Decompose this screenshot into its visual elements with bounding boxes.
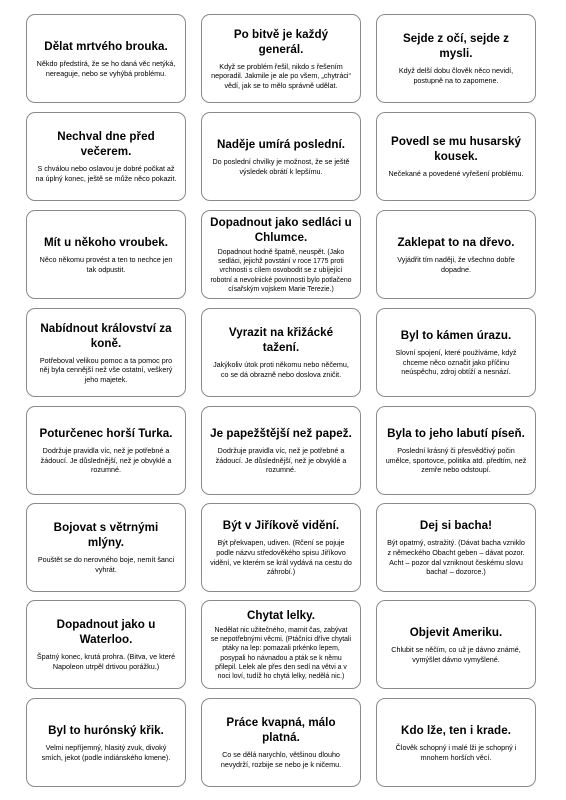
- card-title: Dopadnout jako u Waterloo.: [56, 618, 156, 647]
- card-description: Vyjádřit tím naději, že všechno dobře dopadne.: [397, 254, 515, 274]
- card-description: Co se dělá narychlo, většinou dlouho nevydrží, rozbije se nebo je k ničemu.: [220, 750, 342, 769]
- proverb-card: [201, 210, 361, 299]
- proverb-card: [201, 308, 361, 397]
- proverb-card: [376, 210, 536, 299]
- card-title: Nechval dne před večerem.: [57, 130, 155, 159]
- proverb-card: [26, 600, 186, 689]
- proverb-card: [26, 308, 186, 397]
- card-title: Chytat lelky.: [246, 609, 316, 623]
- card-title: Poturčenec horší Turka.: [39, 427, 173, 441]
- proverb-card: [26, 112, 186, 201]
- card-title: Byl to kámen úrazu.: [400, 329, 512, 343]
- card-description: Nedělat nic užitečného, marnit čas, zabývat se nepotřebnými věcmi. (Ptáčníci dříve chytali ptáky na lep: pomazali prkénko lepem, posypali ho návnadou a pták se k němu přilepil. Lelek ale přes den sedí na větvi a v noci loví, tudíž ho chytá lelky, nedělá nic.): [210, 627, 352, 680]
- card-title: Zaklepat to na dřevo.: [397, 235, 515, 249]
- proverb-card: [201, 406, 361, 495]
- card-title: Byla to jeho labutí píseň.: [387, 427, 525, 441]
- card-title: Je papežštější než papež.: [210, 427, 352, 441]
- card-description: Pouštět se do nerovného boje, nemít šanci vyhrát.: [37, 555, 175, 574]
- card-description: Být překvapen, udiven. (Rčení se pojuje podle názvu středověkého spisu Jiříkovo vidění, ve kterém se král vydává na cestu do záhrobí.): [210, 538, 352, 577]
- card-title: Práce kvapná, málo platná.: [226, 716, 336, 745]
- card-title: Bojovat s větrnými mlýny.: [53, 521, 159, 550]
- proverb-card: [201, 698, 361, 787]
- card-title: Být v Jiříkově vidění.: [222, 519, 340, 533]
- card-title: Kdo lže, ten i krade.: [401, 723, 511, 737]
- card-description: Dopadnout hodně špatně, neuspět. (Jako sedláci, jejichž povstání v roce 1775 proti vrchnosti s cílem osvobodit se z ubíjející robotní a nevolnické povinnosti bylo potlačeno císařským vojskem Marie Terezie.): [210, 249, 352, 293]
- card-title: Povedl se mu husarský kousek.: [391, 135, 521, 164]
- card-description: Být opatrný, ostražitý. (Dávat bacha vzniklo z německého Obacht geben – dávat pozor. Acht – pozor dal vzniknout českému slovu bacha! – dozorce.): [387, 538, 525, 577]
- card-description: Poslední krásný či přesvědčivý počin umělce, sportovce, politika atd. předtím, než zemře nebo odstoupí.: [385, 446, 527, 475]
- card-description: Do poslední chvilky je možnost, že se ještě výsledek obrátí k lepšímu.: [212, 156, 350, 176]
- proverb-card: [26, 503, 186, 592]
- card-description: S chválou nebo oslavou je dobré počkat až na úplný konec, ještě se může něco pokazit.: [35, 164, 177, 183]
- proverb-card: [26, 210, 186, 299]
- card-description: Jakýkoliv útok proti někomu nebo něčemu, co se dá obrazně nebo doslova zničit.: [213, 360, 349, 379]
- proverb-card: [201, 112, 361, 201]
- proverb-card: [26, 698, 186, 787]
- card-description: Špatný konec, krutá prohra. (Bitva, ve které Napoleon utrpěl drtivou porážku.): [36, 652, 176, 671]
- proverb-card: [201, 503, 361, 592]
- proverb-card: [376, 698, 536, 787]
- proverb-card: [376, 14, 536, 103]
- card-title: Byl to hurónský křik.: [48, 723, 164, 737]
- card-title: Naděje umírá poslední.: [216, 137, 346, 151]
- card-title: Dělat mrtvého brouka.: [44, 39, 168, 53]
- proverb-card: [26, 14, 186, 103]
- card-description: Chlubit se něčím, co už je dávno známé, vymýšlet dávno vymyšlené.: [391, 644, 521, 664]
- proverb-card: [201, 600, 361, 689]
- card-description: Když delší dobu člověk něco nevidí, postupně na to zapomene.: [398, 66, 514, 85]
- card-title: Vyrazit na křižácké tažení.: [228, 326, 334, 355]
- card-title: Po bitvě je každý generál.: [233, 27, 329, 56]
- proverb-card: [376, 503, 536, 592]
- proverb-card: [26, 406, 186, 495]
- card-description: Potřeboval velikou pomoc a ta pomoc pro něj byla cennější než vše ostatní, veškerý jeho majetek.: [39, 355, 173, 384]
- card-title: Mít u někoho vroubek.: [43, 235, 169, 249]
- proverb-card: [376, 308, 536, 397]
- card-description: Dodržuje pravidla víc, než je potřebné a žádoucí. Je důslednější, než je obvyklé a rozumné.: [40, 446, 172, 475]
- proverb-card: [201, 14, 361, 103]
- card-title: Nabídnout království za koně.: [40, 321, 172, 350]
- proverb-card: [376, 406, 536, 495]
- proverb-card: [376, 112, 536, 201]
- card-description: Slovní spojení, které používáme, když chceme něco označit jako příčinu neúspěchu, zdroj obtíží a nesnází.: [395, 348, 517, 377]
- card-title: Objevit Ameriku.: [409, 625, 503, 639]
- proverb-card: [376, 600, 536, 689]
- card-description: Někdo předstírá, že se ho daná věc netýká, nereaguje, nebo se vyhýbá problému.: [36, 58, 176, 78]
- card-title: Dopadnout jako sedláci u Chlumce.: [210, 216, 352, 245]
- card-description: Člověk schopný i malé lži je schopný i mnohem horších věcí.: [395, 742, 517, 762]
- card-title: Dej si bacha!: [419, 519, 493, 533]
- card-description: Velmi nepříjemný, hlasitý zvuk, divoký smích, jekot (podle indiánského kmene).: [41, 742, 171, 762]
- card-title: Sejde z očí, sejde z mysli.: [402, 32, 510, 61]
- card-description: Nečekané a povedené vyřešení problému.: [388, 169, 524, 179]
- card-description: Když se problém řešil, nikdo s řešením neporadil. Jakmile je ale po všem, „chytráci“ vědí, jak se to mělo správně udělat.: [211, 61, 351, 90]
- card-description: Dodržuje pravidla víc, než je potřebné a žádoucí. Je důslednější, než je obvyklé a rozumné.: [215, 446, 347, 475]
- card-description: Něco někomu provést a ten to nechce jen tak odpustit.: [39, 254, 173, 274]
